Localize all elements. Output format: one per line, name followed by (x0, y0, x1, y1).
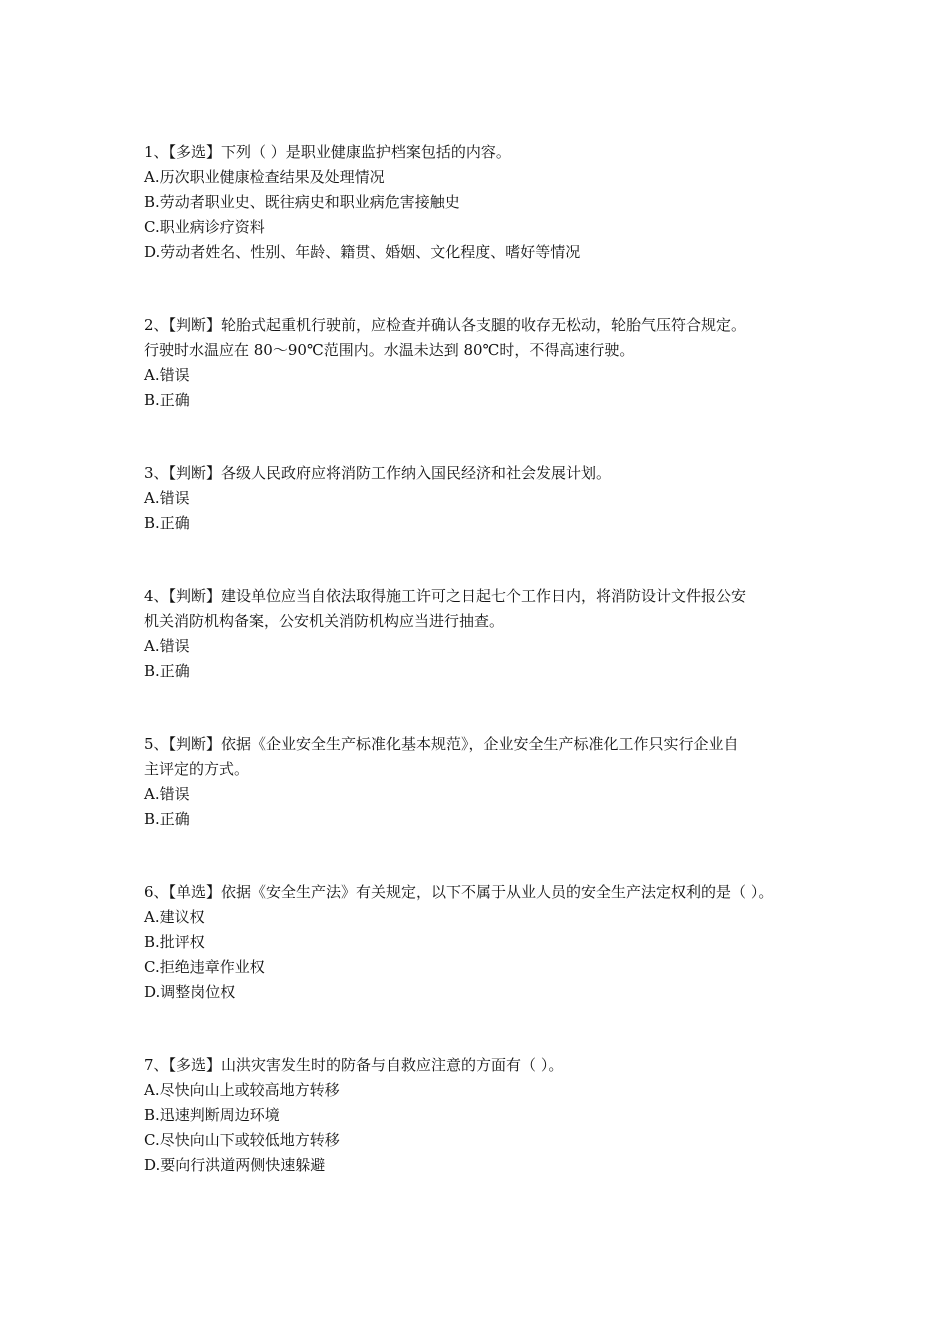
option-a: A.错误 (144, 637, 190, 655)
option-b: B.劳动者职业史、既往病史和职业病危害接触史 (144, 193, 460, 211)
option-c: C.尽快向山下或较低地方转移 (144, 1131, 340, 1149)
option-d: D.调整岗位权 (144, 983, 236, 1001)
question-text: 5、【判断】依据《企业安全生产标准化基本规范》，企业安全生产标准化工作只实行企业自 (144, 735, 739, 753)
option-a: A.建议权 (144, 908, 205, 926)
option-a: A.错误 (144, 489, 190, 507)
question-3 (144, 461, 824, 536)
question-6 (144, 880, 824, 1005)
question-text: 6、【单选】依据《安全生产法》有关规定，以下不属于从业人员的安全生产法定权利的是（ ）。 (144, 883, 774, 901)
option-a: A.错误 (144, 366, 190, 384)
question-1 (144, 140, 824, 265)
question-list (144, 140, 824, 1226)
option-a: A.尽快向山上或较高地方转移 (144, 1081, 340, 1099)
option-b: B.迅速判断周边环境 (144, 1106, 280, 1124)
option-a: A.错误 (144, 785, 190, 803)
question-text: 2、【判断】轮胎式起重机行驶前，应检查并确认各支腿的收存无松动，轮胎气压符合规定。 (144, 316, 747, 334)
question-5 (144, 732, 824, 832)
question-text-continued: 机关消防机构备案，公安机关消防机构应当进行抽查。 (144, 612, 505, 630)
question-text: 1、【多选】下列（ ）是职业健康监护档案包括的内容。 (144, 143, 511, 161)
option-b: B.正确 (144, 391, 190, 409)
option-a: A.历次职业健康检查结果及处理情况 (144, 168, 385, 186)
option-b: B.批评权 (144, 933, 205, 951)
option-c: C.职业病诊疗资料 (144, 218, 265, 236)
question-text-continued: 主评定的方式。 (144, 760, 250, 778)
option-d: D.要向行洪道两侧快速躲避 (144, 1156, 326, 1174)
option-b: B.正确 (144, 810, 190, 828)
question-7 (144, 1053, 824, 1178)
option-c: C.拒绝违章作业权 (144, 958, 265, 976)
option-b: B.正确 (144, 662, 190, 680)
question-text-continued: 行驶时水温应在 80～90℃范围内。水温未达到 80℃时，不得高速行驶。 (144, 341, 635, 359)
option-d: D.劳动者姓名、性别、年龄、籍贯、婚姻、文化程度、嗜好等情况 (144, 243, 581, 261)
question-text: 3、【判断】各级人民政府应将消防工作纳入国民经济和社会发展计划。 (144, 464, 612, 482)
question-2 (144, 313, 824, 413)
question-4 (144, 584, 824, 684)
option-b: B.正确 (144, 514, 190, 532)
question-text: 7、【多选】山洪灾害发生时的防备与自救应注意的方面有（ ）。 (144, 1056, 564, 1074)
question-text: 4、【判断】建设单位应当自依法取得施工许可之日起七个工作日内，将消防设计文件报公安 (144, 587, 747, 605)
